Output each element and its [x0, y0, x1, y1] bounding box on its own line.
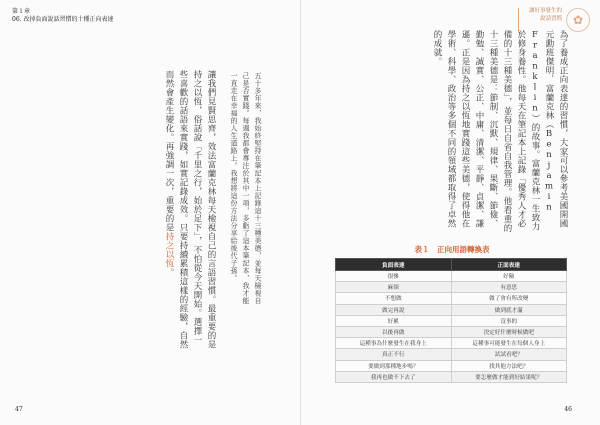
negative-phrase: 以後再做 [336, 326, 452, 337]
positive-phrase: 決定好什麼時候做吧 [451, 326, 567, 337]
body-end: 。 [164, 268, 174, 277]
chapter-tag [518, 8, 562, 32]
table-caption: 表１ 正向用語轉換表 [414, 245, 490, 254]
negative-phrase: 麻煩 [336, 282, 452, 293]
left-page-folio: 47 [15, 406, 23, 413]
positive-phrase: 沒事的 [451, 315, 567, 326]
table-row [336, 293, 567, 304]
chapter-tag-line2: 說話習慣 [539, 15, 562, 22]
table-row [336, 271, 567, 282]
negative-phrase: 做完再說 [336, 304, 452, 315]
positive-phrase: 找其他方法吧？ [451, 360, 567, 371]
negative-phrase: 我再也做不下去了 [336, 371, 452, 382]
table-row [336, 326, 567, 337]
positive-phrase: 這種事可能發生在每個人身上 [451, 338, 567, 349]
right-body-text: 為了養成正向表達的習慣，大家可以參考美國開國元勳班傑明．富蘭克林（Benjamin Franklin）的故事。富蘭克林一生致力於修身養性。他每天在筆記本上記錄「優秀人才必備的十三種美德」，並每日自省自我管理。他看重的十三種美德是：節制、沉默、規律、果斷、節儉、勤勉、誠實、公正、中庸、清潔、平靜、貞潔、謙遜。正是因為持之以恆地實踐這些美德，使得他在學術、科學、政治等多個不同的領域都取得了卓然的成就。 [432, 30, 568, 233]
chapter-tag-line1: 讓好事發生的 [528, 8, 562, 14]
table-row [336, 349, 567, 360]
left-page-chapter: 第１章 [12, 8, 31, 15]
negative-phrase: 這種事為什麼發生在我身上 [336, 338, 452, 349]
table-row [336, 371, 567, 382]
column-header-negative: 負面表達 [336, 259, 452, 271]
franklin-quote [206, 72, 264, 307]
table-row [336, 304, 567, 315]
right-page-folio: 46 [564, 406, 572, 413]
positive-phrase: 做到底才滿 [451, 304, 567, 315]
table-header-row [336, 259, 567, 271]
body-text: 讓我們見賢思齊，效法富蘭克林每天檢視自己的言語習慣。最重要的是持之以恆，俗話說「千里之行，始於足下」，不怕從今天開始。選擇一些喜歡的話語來實踐，如實記錄成效。只要持續累積這樣的經驗，自然而然會產生變化。再強調一次，重要的是 [164, 70, 216, 349]
negative-phrase: 真正不行 [336, 349, 452, 360]
right-page-body [392, 30, 570, 235]
quote-text: 五十多年來，我始終堅持在筆記本上記錄這十三種美德，並每天檢視自己是否實踐。每週我都會專注於其中一項，多虧了這本筆記本，我才能一直走在幸福的人生道路上。我想將這份方法分享給後代子孫。 [230, 72, 262, 305]
negative-phrase: 要做到那種地步嗎？ [336, 360, 452, 371]
positive-phrase: 做了會有所改變 [451, 293, 567, 304]
left-page-subtitle: 06. 改掉負面說話習慣的十種正向表達 [12, 16, 114, 23]
table-row [336, 360, 567, 371]
positive-phrase: 要怎麼做才能到好結果呢？ [451, 371, 567, 382]
flower-logo-icon: ✿ [566, 8, 590, 32]
table-row [336, 315, 567, 326]
column-header-positive: 正面表達 [451, 259, 567, 271]
positive-phrase: 試試看吧？ [451, 349, 567, 360]
left-page-body [118, 70, 218, 350]
table-row [336, 282, 567, 293]
page-gutter [300, 0, 301, 425]
phrase-conversion-table [335, 258, 567, 383]
negative-phrase: 很慘 [336, 271, 452, 282]
table-row [336, 338, 567, 349]
negative-phrase: 好累 [336, 315, 452, 326]
body-highlight: 持之以恆 [164, 232, 174, 268]
positive-phrase: 有意思 [451, 282, 567, 293]
positive-phrase: 好險 [451, 271, 567, 282]
negative-phrase: 不想做 [336, 293, 452, 304]
